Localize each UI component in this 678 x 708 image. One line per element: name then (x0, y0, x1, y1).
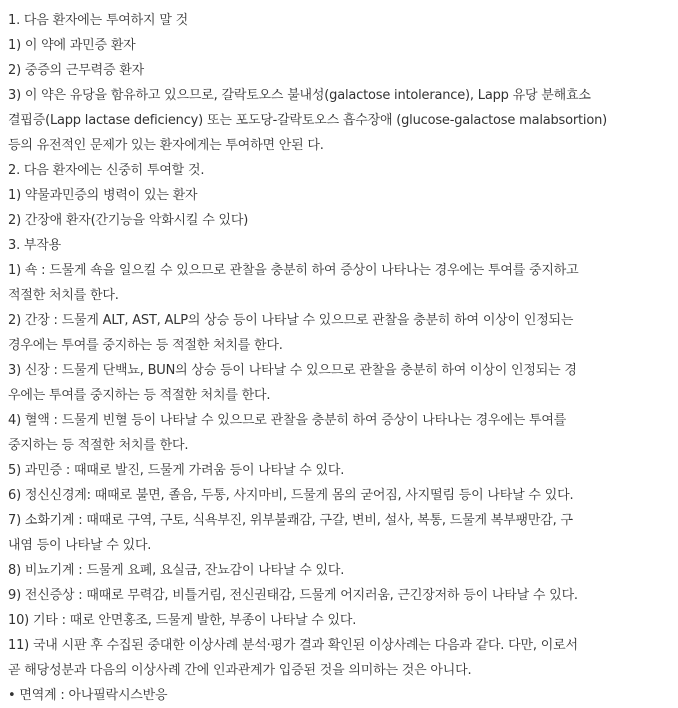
side-effect-item-4: 4) 혈액 : 드물게 빈혈 등이 나타날 수 있으므로 관찰을 충분히 하여 증상이 나타나는 경우에는 투여를 (8, 413, 567, 428)
side-effect-item-4-cont: 중지하는 등 적절한 처치를 한다. (8, 438, 189, 453)
heading-side-effects: 3. 부작용 (8, 238, 62, 253)
side-effect-item-1: 1) 쇽 : 드물게 쇽을 일으킬 수 있으므로 관찰을 충분히 하여 증상이 나타나는 경우에는 투여를 중지하고 (8, 263, 579, 278)
side-effect-item-5: 5) 과민증 : 때때로 발진, 드물게 가려움 등이 나타날 수 있다. (8, 463, 345, 478)
side-effect-item-6: 6) 정신신경계: 때때로 불면, 졸음, 두통, 사지마비, 드물게 몸의 굳어짐, 사지떨림 등이 나타날 수 있다. (8, 488, 574, 503)
contraindication-item-3-cont: 등의 유전적인 문제가 있는 환자에게는 투여하면 안된 다. (8, 138, 324, 153)
contraindication-item-1: 1) 이 약에 과민증 환자 (8, 38, 136, 53)
contraindication-item-3: 3) 이 약은 유당을 함유하고 있으므로, 갈락토오스 불내성(galactose intolerance), Lapp 유당 분해효소 (8, 88, 591, 103)
side-effect-item-3: 3) 신장 : 드물게 단백뇨, BUN의 상승 등이 나타날 수 있으므로 관찰을 충분히 하여 이상이 인정되는 경 (8, 363, 577, 378)
side-effect-item-10: 10) 기타 : 때로 안면홍조, 드물게 발한, 부종이 나타날 수 있다. (8, 613, 357, 628)
side-effect-item-3-cont: 우에는 투여를 중지하는 등 적절한 처치를 한다. (8, 388, 271, 403)
side-effect-item-7-cont: 내염 등이 나타날 수 있다. (8, 538, 152, 553)
heading-contraindications: 1. 다음 환자에는 투여하지 말 것 (8, 13, 188, 28)
side-effect-item-11: 11) 국내 시판 후 수집된 중대한 이상사례 분석·평가 결과 확인된 이상사례는 다음과 같다. 다만, 이로서 (8, 638, 578, 653)
side-effect-item-7: 7) 소화기계 : 때때로 구역, 구토, 식욕부진, 위부불쾌감, 구갈, 변비, 설사, 복통, 드물게 복부팽만감, 구 (8, 513, 573, 528)
bullet-immune-system: • 면역계 : 아나필락시스반응 (8, 688, 168, 703)
careful-item-2: 2) 간장애 환자(간기능을 악화시킬 수 있다) (8, 213, 249, 228)
side-effect-item-9: 9) 전신증상 : 때때로 무력감, 비틀거림, 전신권태감, 드물게 어지러움, 근긴장저하 등이 나타날 수 있다. (8, 588, 578, 603)
side-effect-item-1-cont: 적절한 처치를 한다. (8, 288, 119, 303)
side-effect-item-2-cont: 경우에는 투여를 중지하는 등 적절한 처치를 한다. (8, 338, 283, 353)
side-effect-item-2: 2) 간장 : 드물게 ALT, AST, ALP의 상승 등이 나타날 수 있으므로 관찰을 충분히 하여 이상이 인정되는 (8, 313, 574, 328)
contraindication-item-2: 2) 중증의 근무력증 환자 (8, 63, 144, 78)
careful-item-1: 1) 약물과민증의 병력이 있는 환자 (8, 188, 198, 203)
side-effect-item-8: 8) 비뇨기계 : 드물게 요폐, 요실금, 잔뇨감이 나타날 수 있다. (8, 563, 345, 578)
contraindication-item-3-cont: 결핍증(Lapp lactase deficiency) 또는 포도당-갈락토오스 흡수장애 (glucose-galactose malabsortion) (8, 113, 608, 128)
side-effect-item-11-cont: 곧 해당성분과 다음의 이상사례 간에 인과관계가 입증된 것을 의미하는 것은 아니다. (8, 663, 472, 678)
heading-careful-administration: 2. 다음 환자에는 신중히 투여할 것. (8, 163, 205, 178)
